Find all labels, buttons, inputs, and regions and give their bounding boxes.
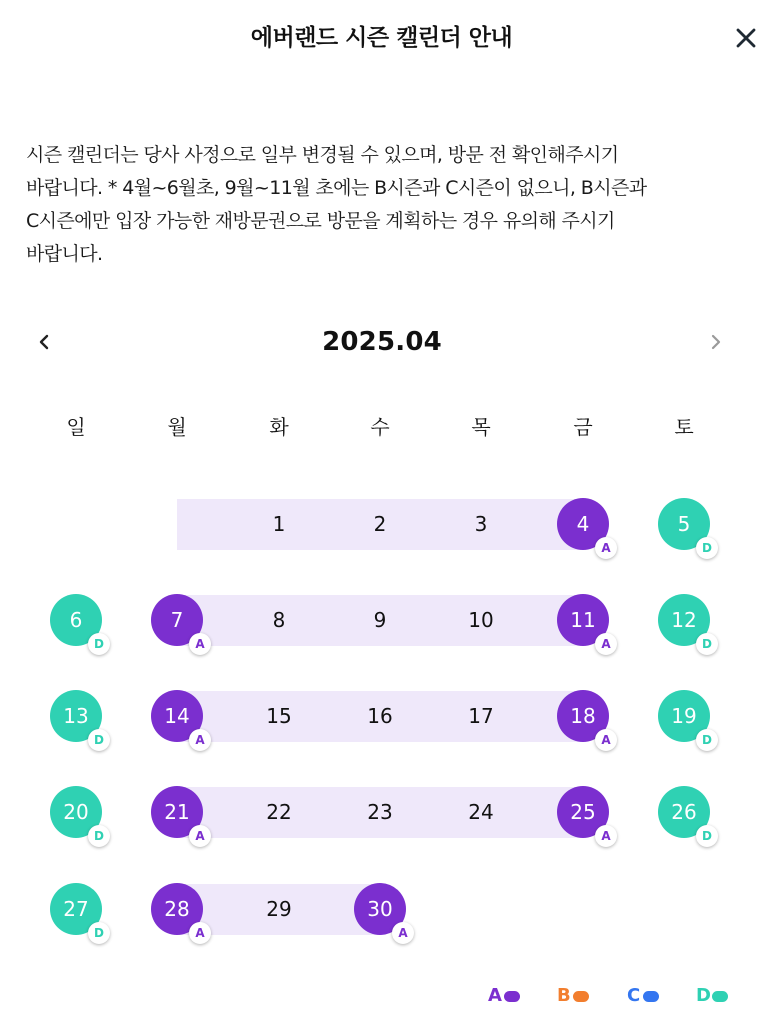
calendar-day[interactable] (557, 594, 611, 651)
legend-label: B (557, 985, 571, 1006)
calendar-day[interactable] (253, 690, 305, 742)
weekday-label: 목 (471, 415, 491, 439)
season-badge: A (595, 633, 617, 655)
day-number: 28 (164, 897, 190, 921)
calendar-day[interactable] (253, 786, 305, 838)
day-number: 4 (576, 512, 590, 536)
notice-line: 바랍니다. (26, 243, 103, 265)
day-number: 2 (373, 512, 387, 536)
calendar-day[interactable] (455, 498, 507, 550)
weekday-label: 금 (573, 415, 593, 439)
calendar-day[interactable] (658, 786, 712, 843)
day-number: 20 (63, 800, 89, 824)
day-number: 21 (164, 800, 190, 824)
season-badge: A (392, 922, 414, 944)
calendar-day[interactable] (557, 690, 611, 747)
season-badge: A (189, 633, 211, 655)
day-number: 7 (170, 608, 184, 632)
calendar-day[interactable] (50, 883, 104, 940)
notice-line: 바랍니다. * 4월~6월초, 9월~11월 초에는 B시즌과 C시즌이 없으니, B시즌과 (26, 177, 647, 199)
legend-color-pill (504, 991, 520, 1002)
season-badge: A (189, 922, 211, 944)
day-number: 15 (266, 704, 292, 728)
calendar-day[interactable] (455, 786, 507, 838)
season-badge: D (88, 922, 110, 944)
calendar-day[interactable] (253, 498, 305, 550)
day-number: 6 (69, 608, 83, 632)
season-notice (26, 139, 738, 271)
season-badge: D (88, 729, 110, 751)
legend-item (627, 985, 689, 1007)
modal-title: 에버랜드 시즌 캘린더 안내 (250, 25, 513, 51)
day-number: 26 (671, 800, 697, 824)
weekday-label: 일 (66, 415, 86, 439)
calendar-day[interactable] (658, 690, 712, 747)
legend-color-pill (643, 991, 659, 1002)
legend-item (696, 985, 758, 1007)
calendar-day[interactable] (151, 594, 205, 651)
calendar-day[interactable] (354, 498, 406, 550)
calendar-day[interactable] (354, 883, 408, 940)
weekday-label: 화 (269, 415, 289, 439)
season-badge: D (696, 729, 718, 751)
weekday-label: 수 (370, 415, 390, 439)
calendar-day[interactable] (354, 690, 406, 742)
day-number: 25 (570, 800, 596, 824)
legend-item (488, 985, 550, 1007)
day-number: 22 (266, 800, 292, 824)
calendar-day[interactable] (455, 690, 507, 742)
day-number: 30 (367, 897, 393, 921)
season-badge: A (595, 537, 617, 559)
day-number: 8 (272, 608, 286, 632)
calendar-day[interactable] (354, 594, 406, 646)
day-number: 13 (63, 704, 89, 728)
day-number: 23 (367, 800, 393, 824)
calendar-day[interactable] (50, 786, 104, 843)
day-number: 3 (474, 512, 488, 536)
day-number: 16 (367, 704, 393, 728)
legend-label: A (488, 985, 502, 1006)
day-number: 11 (570, 608, 596, 632)
day-number: 29 (266, 897, 292, 921)
day-number: 24 (468, 800, 494, 824)
legend-label: C (627, 985, 641, 1006)
season-badge: D (696, 537, 718, 559)
calendar-day[interactable] (455, 594, 507, 646)
day-number: 18 (570, 704, 596, 728)
legend-color-pill (573, 991, 589, 1002)
close-icon[interactable] (735, 27, 757, 49)
calendar-day[interactable] (658, 594, 712, 651)
calendar-day[interactable] (50, 690, 104, 747)
day-number: 12 (671, 608, 697, 632)
calendar-day[interactable] (557, 498, 611, 555)
day-number: 9 (373, 608, 387, 632)
day-number: 14 (164, 704, 190, 728)
weekday-label: 월 (167, 415, 187, 439)
season-badge: A (595, 825, 617, 847)
day-number: 1 (272, 512, 286, 536)
legend-item (557, 985, 619, 1007)
day-number: 19 (671, 704, 697, 728)
calendar-day[interactable] (658, 498, 712, 555)
calendar-day[interactable] (151, 883, 205, 940)
weekday-label: 토 (674, 415, 694, 439)
day-number: 27 (63, 897, 89, 921)
close-button[interactable] (730, 22, 762, 54)
month-label: 2025.04 (322, 327, 442, 357)
calendar-day[interactable] (151, 690, 205, 747)
season-badge: D (88, 633, 110, 655)
season-badge: A (189, 729, 211, 751)
day-number: 5 (677, 512, 691, 536)
legend-color-pill (712, 991, 728, 1002)
notice-line: 시즌 캘린더는 당사 사정으로 일부 변경될 수 있으며, 방문 전 확인해주시기 (26, 144, 619, 166)
calendar-day[interactable] (557, 786, 611, 843)
notice-line: C시즌에만 입장 가능한 재방문권으로 방문을 계획하는 경우 유의해 주시기 (26, 210, 615, 232)
legend-label: D (696, 985, 711, 1006)
season-badge: A (189, 825, 211, 847)
season-badge: D (696, 825, 718, 847)
calendar-day[interactable] (253, 594, 305, 646)
calendar-day[interactable] (253, 883, 305, 935)
next-month-button[interactable] (702, 328, 730, 356)
calendar-day[interactable] (354, 786, 406, 838)
month-navigation (26, 320, 738, 364)
season-badge: D (88, 825, 110, 847)
calendar-day[interactable] (50, 594, 104, 651)
chevron-right-icon[interactable] (709, 333, 723, 351)
day-number: 17 (468, 704, 494, 728)
season-badge: A (595, 729, 617, 751)
calendar-day[interactable] (151, 786, 205, 843)
season-badge: D (696, 633, 718, 655)
day-number: 10 (468, 608, 494, 632)
